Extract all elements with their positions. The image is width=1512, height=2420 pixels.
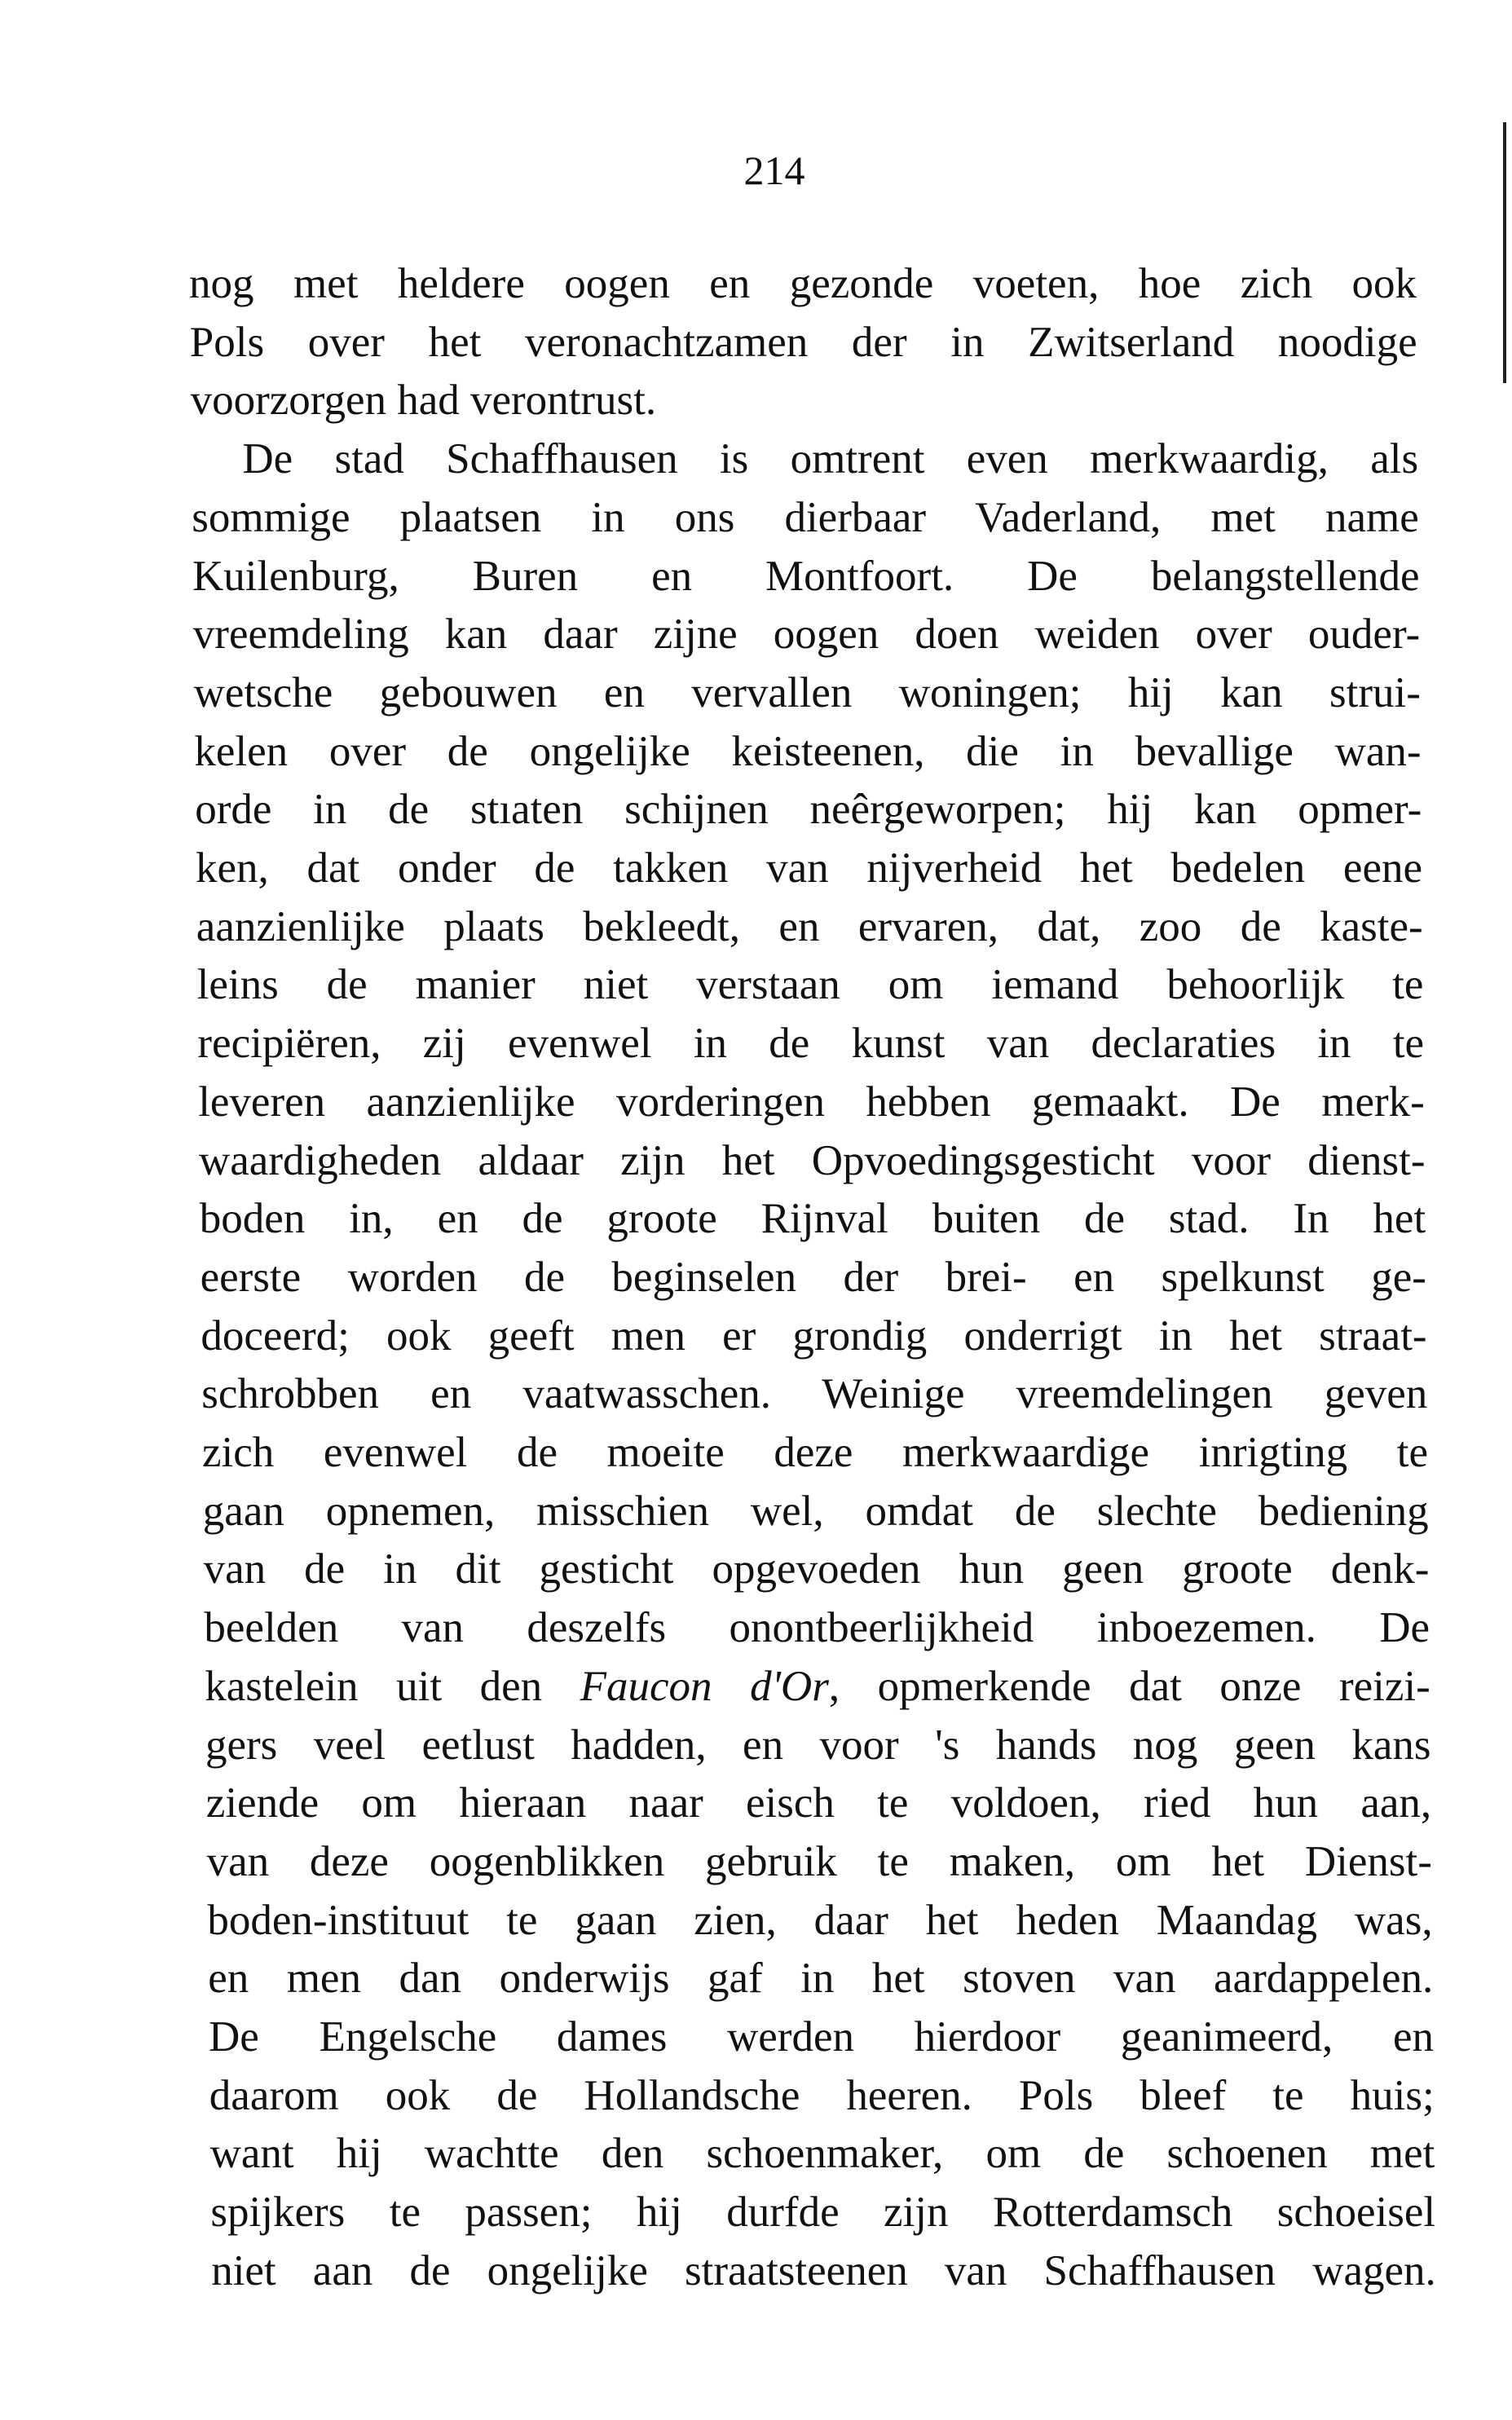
text-line: Kuilenburg, Buren en Montfoort. De belangstellende: [192, 552, 1420, 600]
text-line: eerste worden de beginselen der brei- en spelkunst ge-: [200, 1253, 1426, 1301]
text-line: gaan opnemen, misschien wel, omdat de slechte bediening: [202, 1487, 1429, 1535]
text-line: recipiëren, zij evenwel in de kunst van declaraties in te: [197, 1020, 1425, 1068]
text-line: waardigheden aldaar zijn het Opvoedingsgesticht voor dienst-: [199, 1136, 1426, 1184]
text-line: wetsche gebouwen en vervallen woningen; hij kan strui-: [193, 668, 1421, 716]
text-line: zich evenwel de moeite deze merkwaardige inrigting te: [202, 1429, 1428, 1476]
text-line: want hij wachtte den schoenmaker, om de schoenen met: [209, 2130, 1435, 2178]
text-line: spijkers te passen; hij durfde zijn Rotterdamsch schoeisel: [210, 2189, 1436, 2237]
text-line: sommige plaatsen in ons dierbaar Vaderland, met name: [192, 493, 1419, 541]
text-line: De stad Schaffhausen is omtrent even merkwaardig, als: [242, 435, 1419, 483]
text-line: aanzienlijke plaats bekleedt, en ervaren, dat, zoo de kaste-: [196, 902, 1423, 950]
text-line: van de in dit gesticht opgevoeden hun geen groote denk-: [203, 1545, 1430, 1593]
text-line: daarom ook de Hollandsche heeren. Pols bleef te huis;: [209, 2071, 1435, 2119]
text-line: beelden van deszelfs onontbeerlijkheid inboezemen. De: [204, 1604, 1430, 1652]
text-line: leins de manier niet verstaan om iemand behoorlijk te: [196, 961, 1424, 1009]
text-line: voorzorgen had verontrust.: [190, 377, 657, 425]
text-line: orde in de stıaten schijnen neêrgeworpen; hij kan opmer-: [195, 786, 1422, 834]
scan-edge-line: [1503, 122, 1506, 383]
text-line: nog met heldere oogen en gezonde voeten, hoe zich ook: [189, 260, 1417, 307]
text-line: kastelein uit den Faucon d'Or, opmerkende dat onze reizi-: [205, 1662, 1430, 1710]
text-line: gers veel eetlust hadden, en voor 's hands nog geen kans: [205, 1721, 1431, 1769]
text-line: boden-instituut te gaan zien, daar het heden Maandag was,: [207, 1896, 1433, 1944]
text-line: schrobben en vaatwasschen. Weinige vreemdelingen geven: [201, 1370, 1428, 1418]
text-line: Pols over het veronachtzamen der in Zwitserland noodige: [189, 318, 1417, 366]
text-line: kelen over de ongelijke keisteenen, die in bevallige wan-: [194, 727, 1422, 775]
text-line: leveren aanzienlijke vorderingen hebben gemaakt. De merk-: [198, 1078, 1425, 1126]
text-line: ziende om hieraan naar eisch te voldoen, ried hun aan,: [205, 1779, 1432, 1827]
text-line: niet aan de ongelijke straatsteenen van Schaffhausen wagen.: [211, 2246, 1436, 2294]
text-line: De Engelsche dames werden hierdoor geanimeerd, en: [209, 2013, 1434, 2061]
text-line: van deze oogenblikken gebruik te maken, om het Dienst-: [206, 1837, 1432, 1885]
page-number: 214: [743, 148, 805, 193]
text-line: vreemdeling kan daar zijne oogen doen weiden over ouder-: [192, 611, 1421, 659]
text-line: boden in, en de groote Rijnval buiten de stad. In het: [199, 1195, 1426, 1243]
text-line: doceerd; ook geeft men er grondig onderrigt in het straat-: [201, 1311, 1427, 1360]
text-line: en men dan onderwijs gaf in het stoven van aardappelen.: [208, 1955, 1434, 2003]
text-line: ken, dat onder de takken van nijverheid het bedelen eene: [196, 844, 1422, 892]
